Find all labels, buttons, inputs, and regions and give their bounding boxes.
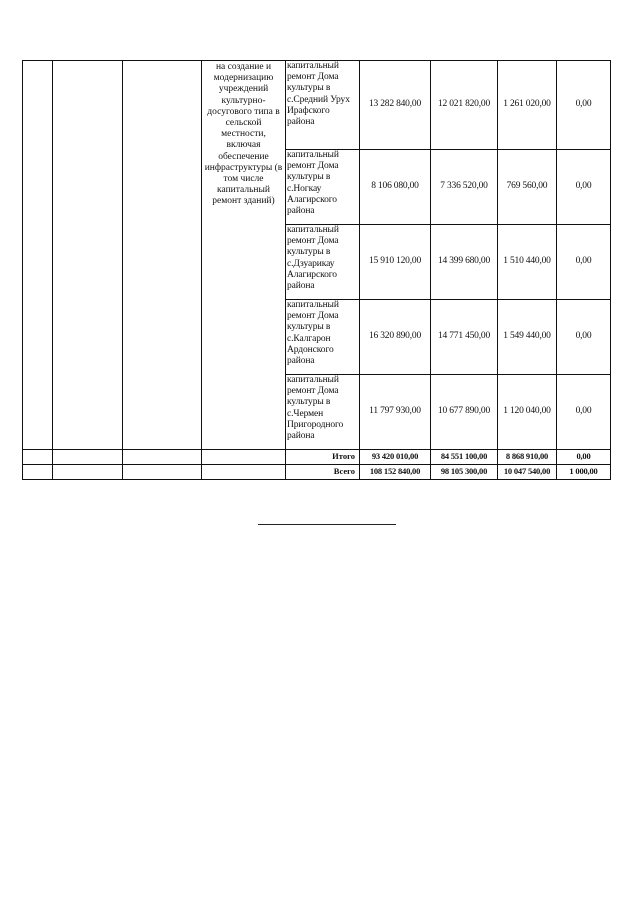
- federal-cell: 12 021 820,00: [431, 61, 498, 150]
- grand-total-local: 1 000,00: [557, 465, 611, 480]
- subtotal-federal: 84 551 100,00: [431, 450, 498, 465]
- grand-total-federal: 98 105 300,00: [431, 465, 498, 480]
- total-cell: 8 106 080,00: [360, 150, 431, 225]
- col-blank-cell: [53, 61, 123, 450]
- local-cell: 0,00: [557, 150, 611, 225]
- subtotal-label: Итого: [286, 450, 360, 465]
- col-blank-cell: [123, 465, 202, 480]
- total-cell: 13 282 840,00: [360, 61, 431, 150]
- col-index-cell: [23, 61, 53, 450]
- col-blank-cell: [23, 465, 53, 480]
- federal-cell: 14 399 680,00: [431, 225, 498, 300]
- purpose-cell: на создание и модернизацию учреждений культурно-досугового типа в сельской местности, включая обеспечение инфраструктуры (в том числе капитальный ремонт зданий): [202, 61, 286, 450]
- subtotal-local: 0,00: [557, 450, 611, 465]
- local-cell: 0,00: [557, 225, 611, 300]
- grand-total-regional: 10 047 540,00: [498, 465, 557, 480]
- local-cell: 0,00: [557, 375, 611, 450]
- regional-cell: 1 510 440,00: [498, 225, 557, 300]
- grand-total-total: 108 152 840,00: [360, 465, 431, 480]
- local-cell: 0,00: [557, 61, 611, 150]
- subtotal-regional: 8 868 910,00: [498, 450, 557, 465]
- regional-cell: 1 261 020,00: [498, 61, 557, 150]
- regional-cell: 1 120 040,00: [498, 375, 557, 450]
- regional-cell: 769 560,00: [498, 150, 557, 225]
- total-cell: 11 797 930,00: [360, 375, 431, 450]
- separator-line: [258, 524, 396, 525]
- object-cell: капитальный ремонт Дома культуры в с.Чермен Пригородного района: [286, 375, 360, 450]
- subtotal-total: 93 420 010,00: [360, 450, 431, 465]
- total-cell: 15 910 120,00: [360, 225, 431, 300]
- federal-cell: 14 771 450,00: [431, 300, 498, 375]
- regional-cell: 1 549 440,00: [498, 300, 557, 375]
- col-blank-cell: [53, 450, 123, 465]
- subtotal-row: [23, 450, 611, 465]
- total-cell: 16 320 890,00: [360, 300, 431, 375]
- col-blank-cell: [202, 450, 286, 465]
- col-blank-cell: [123, 450, 202, 465]
- grand-total-row: [23, 465, 611, 480]
- object-cell: капитальный ремонт Дома культуры в с.Дзуарикау Алагирского района: [286, 225, 360, 300]
- col-blank-cell: [23, 450, 53, 465]
- object-cell: капитальный ремонт Дома культуры в с.Ногкау Алагирского района: [286, 150, 360, 225]
- col-blank-cell: [123, 61, 202, 450]
- col-blank-cell: [53, 465, 123, 480]
- local-cell: 0,00: [557, 300, 611, 375]
- federal-cell: 7 336 520,00: [431, 150, 498, 225]
- table-row: [23, 61, 611, 150]
- object-cell: капитальный ремонт Дома культуры в с.Калгарон Ардонского района: [286, 300, 360, 375]
- grand-total-label: Всего: [286, 465, 360, 480]
- federal-cell: 10 677 890,00: [431, 375, 498, 450]
- budget-table: [22, 60, 611, 480]
- object-cell: капитальный ремонт Дома культуры в с.Средний Урух Ирафского района: [286, 61, 360, 150]
- col-blank-cell: [202, 465, 286, 480]
